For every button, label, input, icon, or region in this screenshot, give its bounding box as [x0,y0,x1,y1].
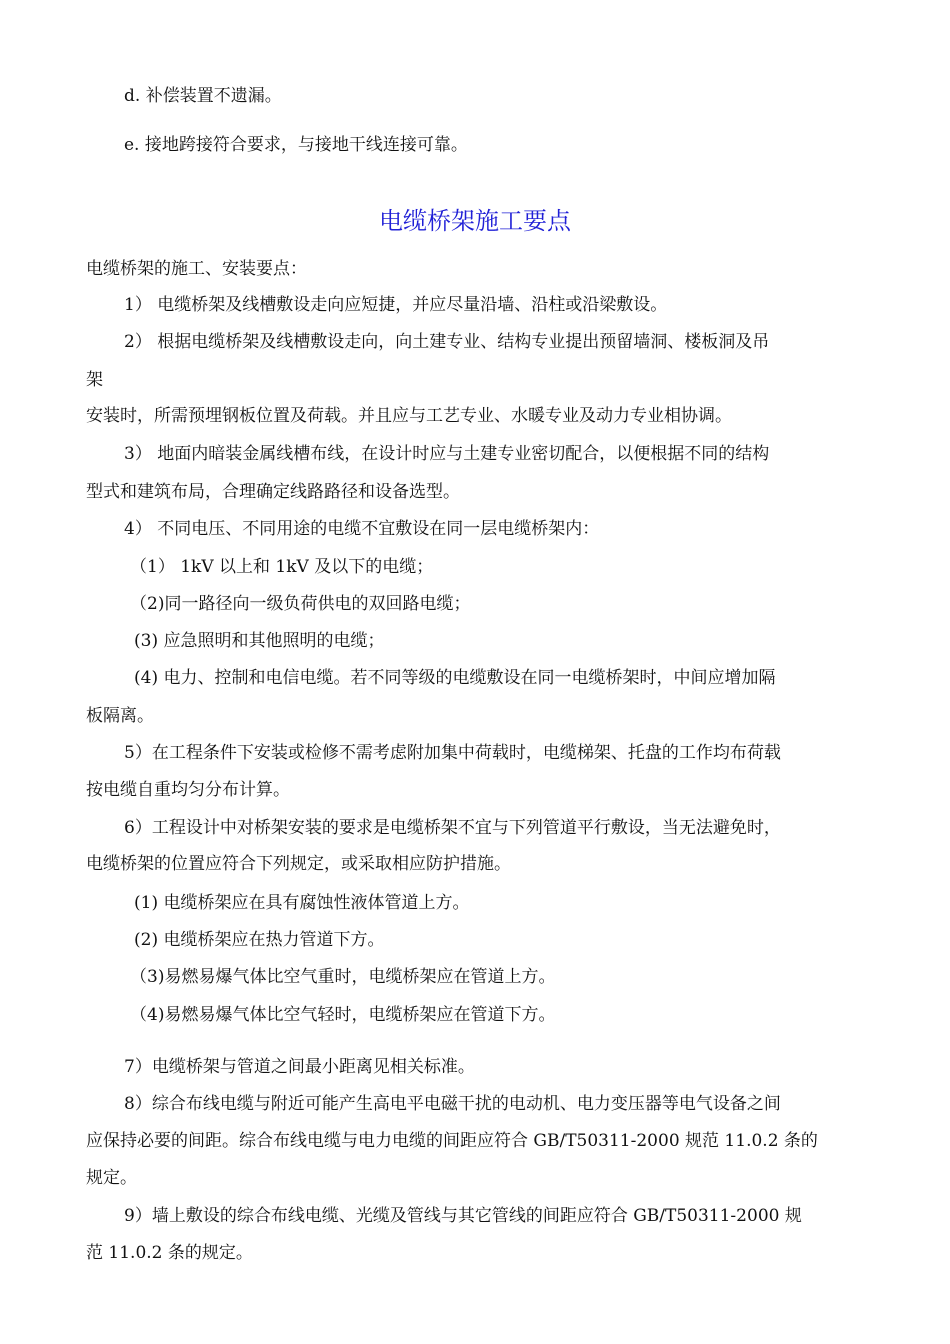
text-line: （3)易燃易爆气体比空气重时，电缆桥架应在管道上方。 [130,967,556,987]
text-line: 按电缆自重均匀分布计算。 [86,780,290,800]
section-title: 电缆桥架施工要点 [379,207,571,235]
text-line: 8）综合布线电缆与附近可能产生高电平电磁干扰的电动机、电力变压器等电气设备之间 [124,1094,781,1114]
text-line: 规定。 [86,1168,137,1188]
text-line: 7）电缆桥架与管道之间最小距离见相关标准。 [124,1057,475,1077]
lead-paragraph: 电缆桥架的施工、安装要点： [86,259,307,279]
text-line: 9）墙上敷设的综合布线电缆、光缆及管线与其它管线的间距应符合 GB/T50311-2000 规 [124,1206,802,1226]
text-line: 1） 电缆桥架及线槽敷设走向应短捷，并应尽量沿墙、沿柱或沿梁敷设。 [124,295,668,315]
text-line: 范 11.0.2 条的规定。 [86,1243,253,1263]
text-line: (3) 应急照明和其他照明的电缆； [134,631,385,651]
text-line: 5）在工程条件下安装或检修不需考虑附加集中荷载时，电缆梯架、托盘的工作均布荷载 [124,743,781,763]
text-line: 应保持必要的间距。综合布线电缆与电力电缆的间距应符合 GB/T50311-2000 规范 11.0.2 条的 [86,1131,818,1151]
text-line: 6）工程设计中对桥架安装的要求是电缆桥架不宜与下列管道平行敷设，当无法避免时， [124,818,781,838]
text-line: （1） 1kV 以上和 1kV 及以下的电缆； [130,557,434,577]
text-line: （4)易燃易爆气体比空气轻时，电缆桥架应在管道下方。 [130,1005,556,1025]
text-line: （2)同一路径向一级负荷供电的双回路电缆； [130,594,471,614]
text-line: (1) 电缆桥架应在具有腐蚀性液体管道上方。 [134,893,470,913]
text-line: 安装时，所需预埋钢板位置及荷载。并且应与工艺专业、水暖专业及动力专业相协调。 [86,406,732,426]
text-line: 2） 根据电缆桥架及线槽敷设走向，向土建专业、结构专业提出预留墙洞、楼板洞及吊 [124,332,770,352]
text-line: (2) 电缆桥架应在热力管道下方。 [134,930,385,950]
text-line: 架 [86,370,103,390]
text-line: 电缆桥架的位置应符合下列规定，或采取相应防护措施。 [86,854,511,874]
intro-item-e: e. 接地跨接符合要求，与接地干线连接可靠。 [124,135,468,155]
intro-item-d: d. 补偿装置不遗漏。 [124,86,282,106]
text-line: 型式和建筑布局，合理确定线路路径和设备选型。 [86,482,460,502]
text-line: (4) 电力、控制和电信电缆。若不同等级的电缆敷设在同一电缆桥架时，中间应增加隔 [134,668,776,688]
text-line: 板隔离。 [86,706,154,726]
text-line: 4） 不同电压、不同用途的电缆不宜敷设在同一层电缆桥架内： [124,519,600,539]
text-line: 3） 地面内暗装金属线槽布线，在设计时应与土建专业密切配合，以便根据不同的结构 [124,444,770,464]
